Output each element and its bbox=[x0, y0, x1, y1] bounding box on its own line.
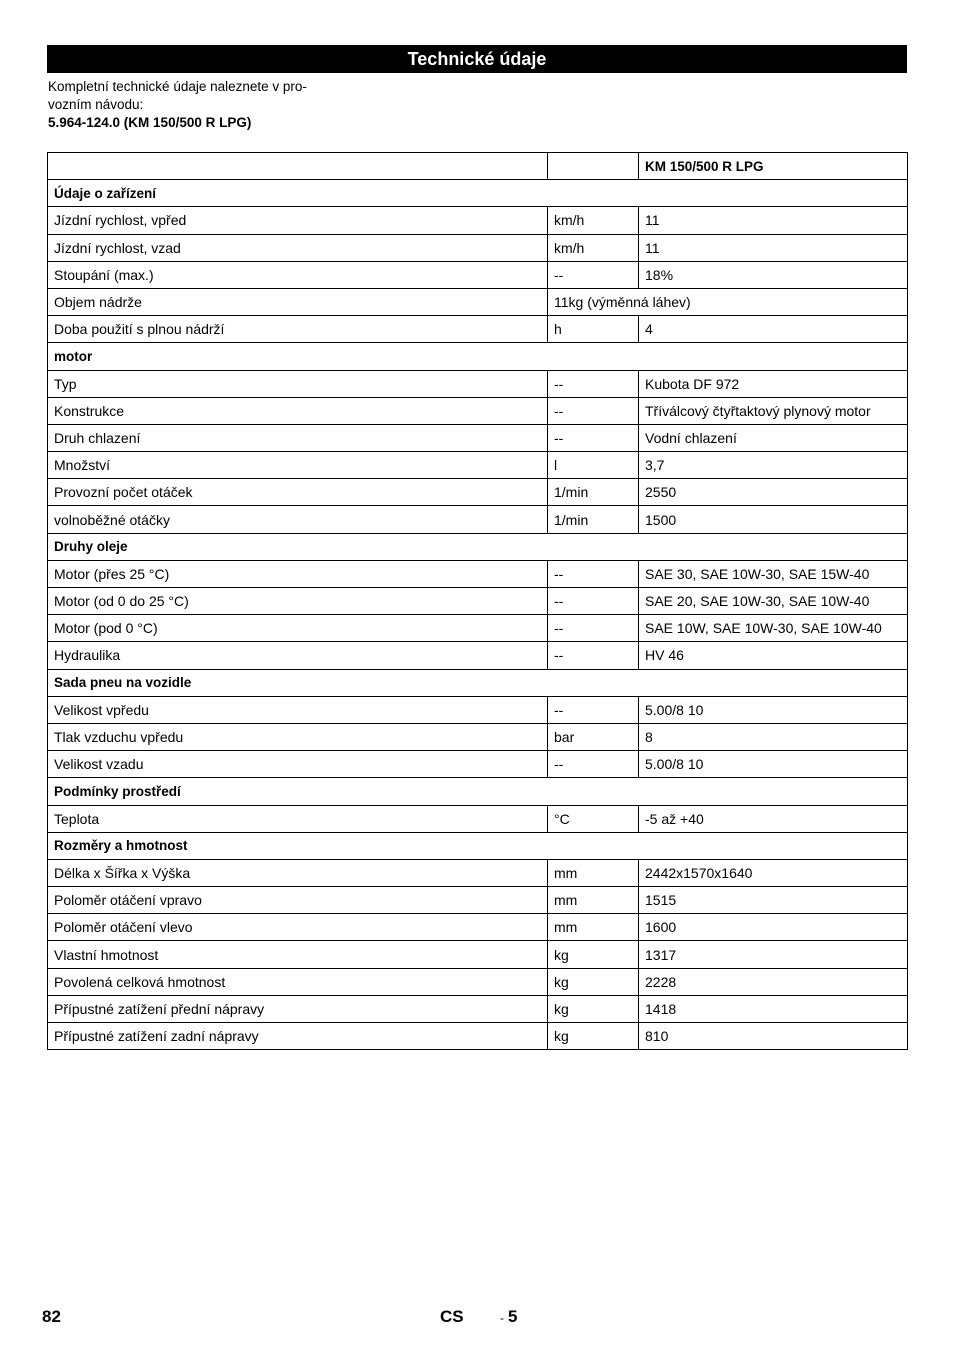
unit-cell: kg bbox=[548, 1023, 639, 1050]
unit-cell: -- bbox=[548, 751, 639, 778]
value-cell: 2228 bbox=[639, 968, 908, 995]
value-cell: SAE 20, SAE 10W-30, SAE 10W-40 bbox=[639, 588, 908, 615]
table-row bbox=[48, 397, 908, 424]
unit-cell: mm bbox=[548, 914, 639, 941]
header-unit-cell bbox=[548, 153, 639, 180]
header-param-cell bbox=[48, 153, 548, 180]
value-cell: 2550 bbox=[639, 479, 908, 506]
param-cell: Motor (od 0 do 25 °C) bbox=[48, 588, 548, 615]
unit-cell: -- bbox=[548, 424, 639, 451]
param-cell: Stoupání (max.) bbox=[48, 261, 548, 288]
value-cell: 8 bbox=[639, 723, 908, 750]
unit-cell: km/h bbox=[548, 234, 639, 261]
table-row bbox=[48, 424, 908, 451]
unit-cell: bar bbox=[548, 723, 639, 750]
param-cell: Motor (přes 25 °C) bbox=[48, 560, 548, 587]
value-cell: 1500 bbox=[639, 506, 908, 533]
param-cell: Povolená celková hmotnost bbox=[48, 968, 548, 995]
table-row bbox=[48, 859, 908, 886]
table-row bbox=[48, 588, 908, 615]
param-cell: Množství bbox=[48, 452, 548, 479]
section-row bbox=[48, 778, 908, 805]
value-cell: 1600 bbox=[639, 914, 908, 941]
param-cell: Velikost vzadu bbox=[48, 751, 548, 778]
sub-page-dash: - bbox=[500, 1311, 504, 1325]
table-row bbox=[48, 914, 908, 941]
sub-page-value: 5 bbox=[508, 1307, 518, 1326]
table-header-row bbox=[48, 153, 908, 180]
table-row bbox=[48, 968, 908, 995]
unit-cell: -- bbox=[548, 615, 639, 642]
section-header-cell: motor bbox=[48, 343, 908, 370]
value-cell: 1515 bbox=[639, 887, 908, 914]
section-header-cell: Druhy oleje bbox=[48, 533, 908, 560]
value-cell: HV 46 bbox=[639, 642, 908, 669]
sub-page-number bbox=[500, 1307, 517, 1327]
unit-cell: -- bbox=[548, 560, 639, 587]
param-cell: Přípustné zatížení zadní nápravy bbox=[48, 1023, 548, 1050]
table-row bbox=[48, 560, 908, 587]
section-header-cell: Podmínky prostředí bbox=[48, 778, 908, 805]
unit-cell: l bbox=[548, 452, 639, 479]
unit-cell: -- bbox=[548, 588, 639, 615]
value-cell: Tříválcový čtyřtaktový plynový motor bbox=[639, 397, 908, 424]
value-cell: Vodní chlazení bbox=[639, 424, 908, 451]
value-cell: 2442x1570x1640 bbox=[639, 859, 908, 886]
unit-cell: 1/min bbox=[548, 506, 639, 533]
param-cell: Délka x Šířka x Výška bbox=[48, 859, 548, 886]
param-cell: Vlastní hmotnost bbox=[48, 941, 548, 968]
param-cell: Typ bbox=[48, 370, 548, 397]
unit-cell: kg bbox=[548, 995, 639, 1022]
section-header-cell: Údaje o zařízení bbox=[48, 180, 908, 207]
section-row bbox=[48, 533, 908, 560]
language-code: CS bbox=[440, 1307, 464, 1326]
spec-table-body bbox=[48, 153, 908, 1050]
table-row bbox=[48, 995, 908, 1022]
intro-line-2: vozním návodu: bbox=[48, 97, 144, 112]
table-row bbox=[48, 696, 908, 723]
table-row bbox=[48, 805, 908, 832]
unit-cell: h bbox=[548, 316, 639, 343]
table-row bbox=[48, 751, 908, 778]
intro-text bbox=[48, 78, 348, 132]
unit-cell: km/h bbox=[548, 207, 639, 234]
table-row bbox=[48, 261, 908, 288]
value-cell: Kubota DF 972 bbox=[639, 370, 908, 397]
value-cell: SAE 10W, SAE 10W-30, SAE 10W-40 bbox=[639, 615, 908, 642]
param-cell: Doba použití s plnou nádrží bbox=[48, 316, 548, 343]
unit-cell: 1/min bbox=[548, 479, 639, 506]
section-header-cell: Rozměry a hmotnost bbox=[48, 832, 908, 859]
value-cell: SAE 30, SAE 10W-30, SAE 15W-40 bbox=[639, 560, 908, 587]
table-row bbox=[48, 1023, 908, 1050]
table-row bbox=[48, 234, 908, 261]
header-model-cell: KM 150/500 R LPG bbox=[639, 153, 908, 180]
param-cell: Provozní počet otáček bbox=[48, 479, 548, 506]
section-header-cell: Sada pneu na vozidle bbox=[48, 669, 908, 696]
param-cell: Druh chlazení bbox=[48, 424, 548, 451]
unit-cell: -- bbox=[548, 261, 639, 288]
param-cell: Konstrukce bbox=[48, 397, 548, 424]
param-cell: volnoběžné otáčky bbox=[48, 506, 548, 533]
section-row bbox=[48, 832, 908, 859]
table-row bbox=[48, 288, 908, 315]
table-row bbox=[48, 506, 908, 533]
table-row bbox=[48, 452, 908, 479]
unit-cell: °C bbox=[548, 805, 639, 832]
table-row bbox=[48, 723, 908, 750]
param-cell: Teplota bbox=[48, 805, 548, 832]
table-row bbox=[48, 642, 908, 669]
value-cell: 11kg (výměnná láhev) bbox=[548, 288, 908, 315]
value-cell: -5 až +40 bbox=[639, 805, 908, 832]
spec-table bbox=[47, 152, 908, 1050]
unit-cell: -- bbox=[548, 370, 639, 397]
value-cell: 11 bbox=[639, 207, 908, 234]
unit-cell: -- bbox=[548, 696, 639, 723]
param-cell: Jízdní rychlost, vpřed bbox=[48, 207, 548, 234]
table-row bbox=[48, 615, 908, 642]
value-cell: 18% bbox=[639, 261, 908, 288]
param-cell: Velikost vpředu bbox=[48, 696, 548, 723]
table-row bbox=[48, 207, 908, 234]
param-cell: Tlak vzduchu vpředu bbox=[48, 723, 548, 750]
param-cell: Jízdní rychlost, vzad bbox=[48, 234, 548, 261]
param-cell: Hydraulika bbox=[48, 642, 548, 669]
unit-cell: -- bbox=[548, 397, 639, 424]
value-cell: 1418 bbox=[639, 995, 908, 1022]
section-row bbox=[48, 343, 908, 370]
section-row bbox=[48, 669, 908, 696]
value-cell: 4 bbox=[639, 316, 908, 343]
unit-cell: kg bbox=[548, 968, 639, 995]
page-title: Technické údaje bbox=[47, 45, 907, 73]
value-cell: 810 bbox=[639, 1023, 908, 1050]
value-cell: 1317 bbox=[639, 941, 908, 968]
table-row bbox=[48, 479, 908, 506]
param-cell: Poloměr otáčení vlevo bbox=[48, 914, 548, 941]
table-row bbox=[48, 941, 908, 968]
table-row bbox=[48, 370, 908, 397]
table-row bbox=[48, 887, 908, 914]
value-cell: 5.00/8 10 bbox=[639, 696, 908, 723]
param-cell: Přípustné zatížení přední nápravy bbox=[48, 995, 548, 1022]
value-cell: 5.00/8 10 bbox=[639, 751, 908, 778]
section-row bbox=[48, 180, 908, 207]
unit-cell: mm bbox=[548, 887, 639, 914]
param-cell: Objem nádrže bbox=[48, 288, 548, 315]
table-row bbox=[48, 316, 908, 343]
unit-cell: -- bbox=[548, 642, 639, 669]
param-cell: Poloměr otáčení vpravo bbox=[48, 887, 548, 914]
unit-cell: mm bbox=[548, 859, 639, 886]
unit-cell: kg bbox=[548, 941, 639, 968]
intro-line-1: Kompletní technické údaje naleznete v pro- bbox=[48, 79, 307, 94]
value-cell: 3,7 bbox=[639, 452, 908, 479]
intro-reference: 5.964-124.0 (KM 150/500 R LPG) bbox=[48, 115, 252, 130]
page-number: 82 bbox=[42, 1307, 61, 1326]
param-cell: Motor (pod 0 °C) bbox=[48, 615, 548, 642]
value-cell: 11 bbox=[639, 234, 908, 261]
